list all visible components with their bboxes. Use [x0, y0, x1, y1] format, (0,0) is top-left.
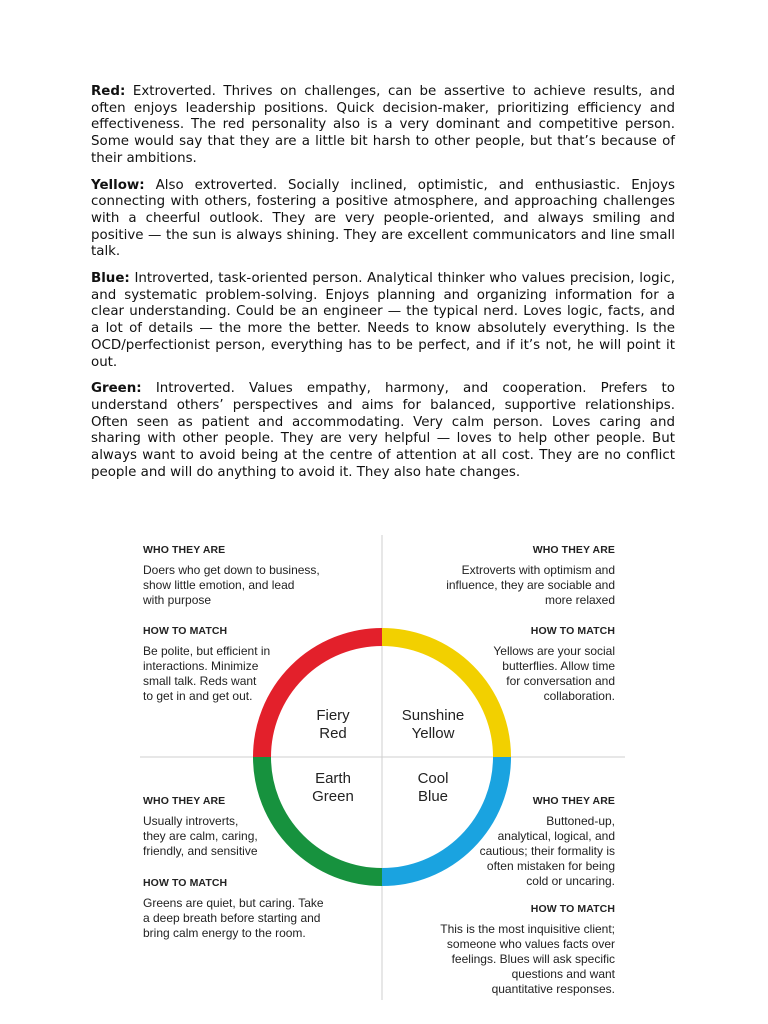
- paragraph-text: Extroverted. Thrives on challenges, can be assertive to achieve results, and often enjoys leadership positions. Quick decision-maker, prioritizing efficiency and effectiveness. The red personality also is a very dominant and competitive person. Some would say that they are a little bit harsh to other people, but that’s because of their ambitions.: [91, 84, 675, 166]
- red-match-heading: HOW TO MATCH: [143, 625, 228, 637]
- paragraph-blue: [91, 271, 675, 371]
- paragraph-yellow: [91, 178, 675, 262]
- paragraph-text: Introverted. Values empathy, harmony, and cooperation. Prefers to understand others’ perspectives and aims for balanced, supportive relationships. Often seen as patient and accommodating. Very calm person. Loves caring and sharing with other people. They are very helpful — loves to help other people. But always want to avoid being at the centre of attention at all cost. They are no conflict people and will do anything to avoid it. They also hate changes.: [91, 381, 675, 480]
- green-who-text: Usually introverts, they are calm, caring, friendly, and sensitive: [143, 814, 258, 858]
- paragraph-text: Also extroverted. Socially inclined, optimistic, and enthusiastic. Enjoys connecting with others, fostering a positive atmosphere, and approaching challenges with a cheerful outlook. They are very people-oriented, and always smiling and positive — the sun is always shining. They are excellent communicators and line small talk.: [91, 177, 675, 260]
- cool-blue-label: Cool Blue: [417, 770, 449, 805]
- paragraph-label: Red:: [91, 84, 126, 99]
- blue-match-heading: HOW TO MATCH: [530, 903, 615, 915]
- blue-match-text: This is the most inquisitive client; someone who values facts over feelings. Blues will ask specific questions and want quantitative responses.: [440, 922, 615, 996]
- red-match-text: Be polite, but efficient in interactions. Minimize small talk. Reds want to get in and get out.: [143, 644, 271, 703]
- yellow-who-heading: WHO THEY ARE: [532, 544, 615, 556]
- earth-green-label: Earth Green: [312, 770, 354, 805]
- paragraph-red: [91, 84, 675, 168]
- paragraph-green: [91, 381, 675, 481]
- green-match-text: Greens are quiet, but caring. Take a deep breath before starting and bring calm energy to the room.: [143, 896, 324, 940]
- fiery-red-label: Fiery Red: [316, 707, 350, 742]
- red-who-text: Doers who get down to business, show little emotion, and lead with purpose: [143, 563, 320, 607]
- text-block: [91, 84, 675, 491]
- paragraph-label: Blue:: [91, 271, 130, 287]
- yellow-match-text: Yellows are your social butterflies. Allow time for conversation and collaboration.: [493, 644, 615, 703]
- yellow-match-heading: HOW TO MATCH: [530, 625, 615, 637]
- green-who-heading: WHO THEY ARE: [143, 795, 226, 807]
- paragraph-label: Yellow:: [91, 177, 145, 193]
- yellow-who-text: Extroverts with optimism and influence, they are sociable and more relaxed: [446, 563, 615, 607]
- green-match-heading: HOW TO MATCH: [143, 877, 228, 889]
- paragraph-label: Green:: [91, 381, 142, 397]
- blue-who-heading: WHO THEY ARE: [532, 795, 615, 807]
- red-who-heading: WHO THEY ARE: [143, 544, 226, 556]
- personality-color-figure: [130, 530, 630, 1010]
- blue-who-text: Buttoned-up, analytical, logical, and cautious; their formality is often mistaken for being cold or uncaring.: [479, 814, 615, 888]
- paragraph-text: Introverted, task-oriented person. Analytical thinker who values precision, logic, and systematic problem-solving. Enjoys planning and organizing information for a clear understanding. Could be an engineer — the typical nerd. Loves logic, facts, and a lot of details — the more the better. Needs to know absolutely everything. Is the OCD/perfectionist person, everything has to be perfect, and if it’s not, he will point it out.: [91, 271, 675, 370]
- sunshine-yellow-label: Sunshine Yellow: [401, 707, 465, 742]
